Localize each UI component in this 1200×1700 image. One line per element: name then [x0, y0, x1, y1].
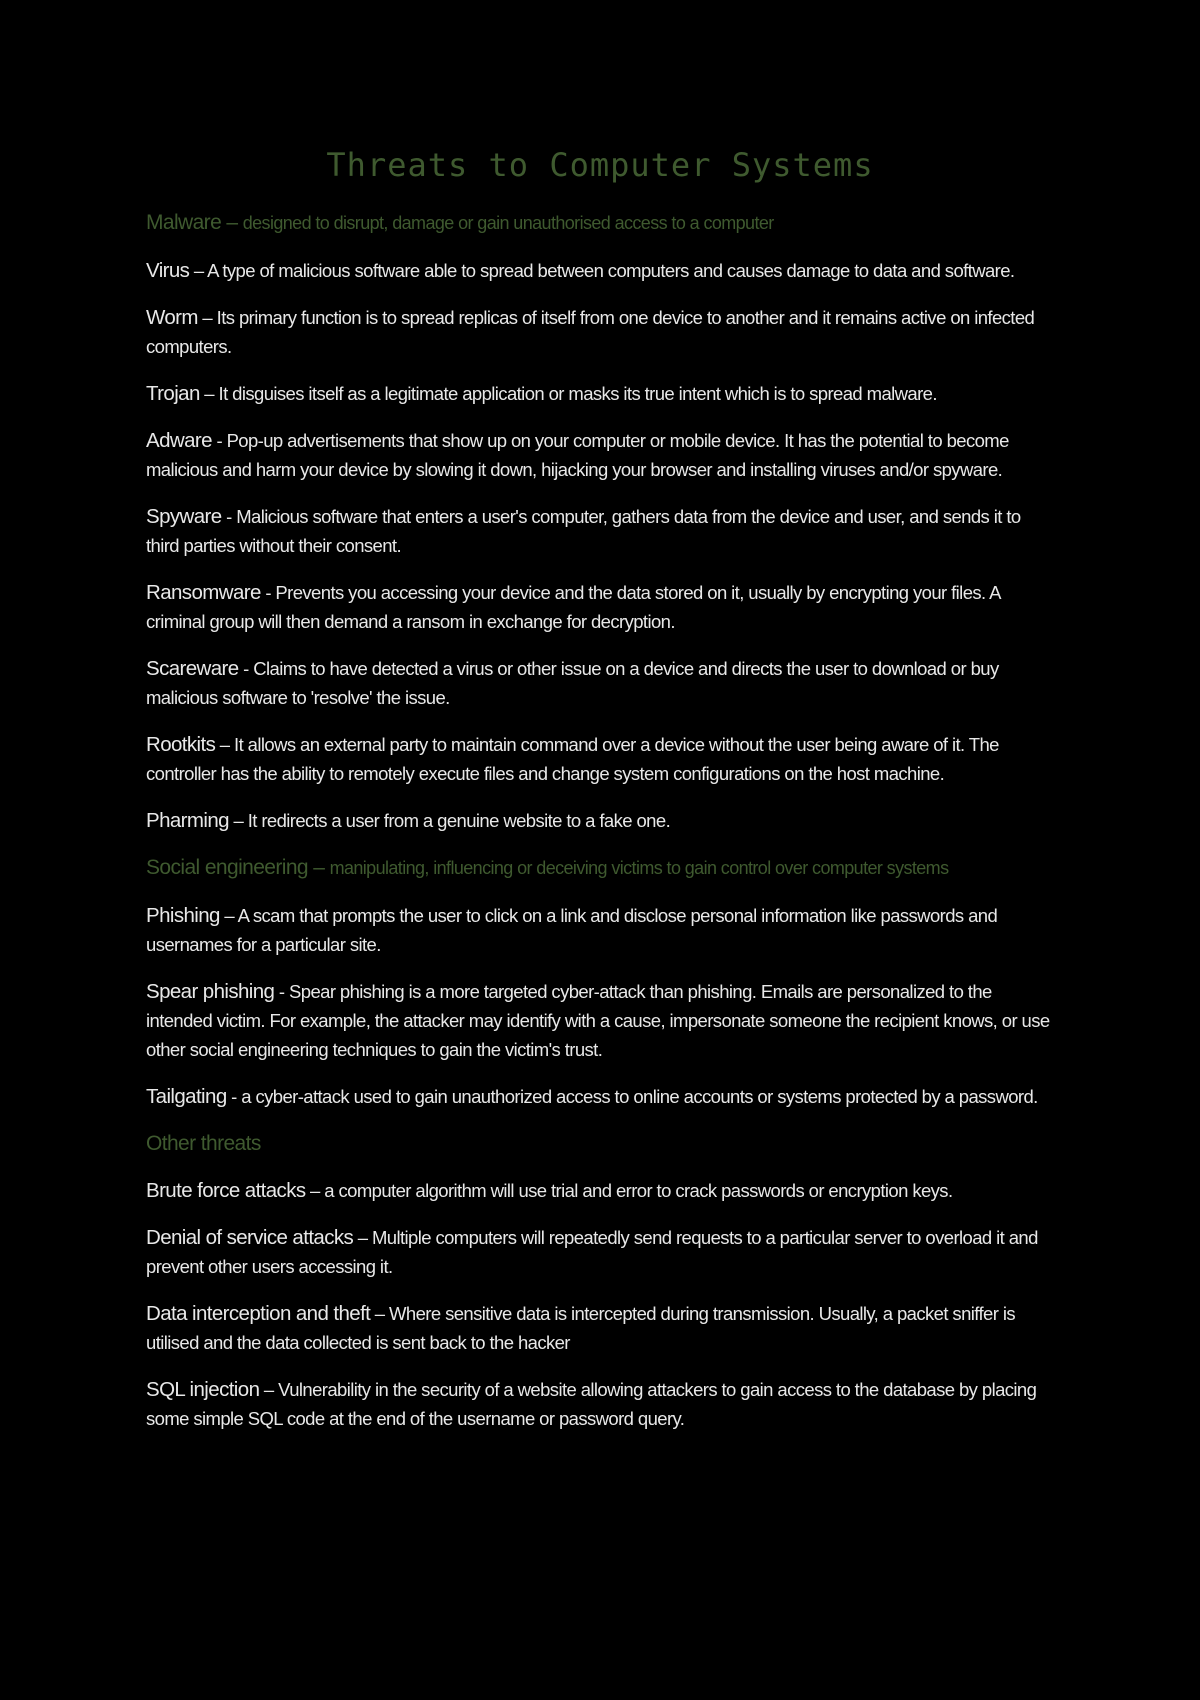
entry-term: Tailgating	[146, 1085, 227, 1108]
entry-term: Trojan	[146, 382, 200, 405]
entry-text: Prevents you accessing your device and the data stored on it, usually by encrypting your files. A criminal group will then demand a ransom in exchange for decryption.	[146, 582, 1000, 632]
section-heading-label: Social engineering	[146, 856, 308, 879]
entry-term: Brute force attacks	[146, 1179, 306, 1202]
entry-term: Adware	[146, 429, 212, 452]
entry-text: Malicious software that enters a user's computer, gathers data from the device and user, and sends it to third parties without their consent.	[146, 506, 1021, 556]
entry-term: Phishing	[146, 904, 220, 927]
entry-brute-force: Brute force attacks – a computer algorithm will use trial and error to crack passwords or encryption keys.	[146, 1179, 953, 1202]
section-heading-subtitle: designed to disrupt, damage or gain unauthorised access to a computer	[242, 213, 774, 233]
entry-text: It disguises itself as a legitimate application or masks its true intent which is to spread malware.	[218, 383, 937, 404]
entry-text: a cyber-attack used to gain unauthorized access to online accounts or systems protected by a password.	[241, 1086, 1038, 1107]
section-heading-label: Malware	[146, 211, 222, 234]
entry-virus: Virus – A type of malicious software able to spread between computers and causes damage to data and software.	[146, 259, 1015, 282]
document-body	[146, 208, 1058, 1451]
entry-term: Virus	[146, 259, 190, 282]
entry-term: Ransomware	[146, 581, 261, 604]
section-heading-subtitle: manipulating, influencing or deceiving victims to gain control over computer systems	[329, 858, 949, 878]
entry-denial-of-service: Denial of service attacks – Multiple computers will repeatedly send requests to a particular server to overload it and prevent other users accessing it.	[146, 1226, 1038, 1277]
entry-text: Claims to have detected a virus or other issue on a device and directs the user to download or buy malicious software to 'resolve' the issue.	[146, 658, 999, 708]
entry-rootkits: Rootkits – It allows an external party to maintain command over a device without the user being aware of it. The controller has the ability to remotely execute files and change system configurations on the host machine.	[146, 733, 999, 784]
entry-text: Vulnerability in the security of a website allowing attackers to gain access to the database by placing some simple SQL code at the end of the username or password query.	[146, 1379, 1037, 1429]
entry-data-interception: Data interception and theft – Where sensitive data is intercepted during transmission. Usually, a packet sniffer is utilised and the data collected is sent back to the hacker	[146, 1302, 1015, 1353]
entry-text: It allows an external party to maintain command over a device without the user being aware of it. The controller has the ability to remotely execute files and change system configurations on the host machine.	[146, 734, 999, 784]
section-heading-other-threats	[146, 1129, 1058, 1158]
entry-spyware: Spyware - Malicious software that enters a user's computer, gathers data from the device and user, and sends it to third parties without their consent.	[146, 505, 1021, 556]
entry-term: SQL injection	[146, 1378, 260, 1401]
entry-term: Pharming	[146, 809, 229, 832]
entry-trojan: Trojan – It disguises itself as a legitimate application or masks its true intent which is to spread malware.	[146, 382, 937, 405]
entry-term: Spear phishing	[146, 980, 275, 1003]
entry-phishing: Phishing – A scam that prompts the user to click on a link and disclose personal information like passwords and usernames for a particular site.	[146, 904, 998, 955]
section-heading-label: Other threats	[146, 1132, 261, 1155]
entry-sql-injection: SQL injection – Vulnerability in the security of a website allowing attackers to gain access to the database by placing some simple SQL code at the end of the username or password query.	[146, 1378, 1037, 1429]
entry-ransomware: Ransomware - Prevents you accessing your device and the data stored on it, usually by encrypting your files. A criminal group will then demand a ransom in exchange for decryption.	[146, 581, 1000, 632]
entry-term: Scareware	[146, 657, 239, 680]
section-heading-malware: Malware – designed to disrupt, damage or gain unauthorised access to a computer	[146, 211, 774, 234]
entry-spear-phishing: Spear phishing - Spear phishing is a more targeted cyber-attack than phishing. Emails are personalized to the intended victim. For example, the attacker may identify with a cause, impersonate someone the recipient knows, or use other social engineering techniques to gain the victim's trust.	[146, 980, 1050, 1060]
entry-text: Spear phishing is a more targeted cyber-attack than phishing. Emails are personalized to the intended victim. For example, the attacker may identify with a cause, impersonate someone the recipient knows, or use other social engineering techniques to gain the victim's trust.	[146, 981, 1050, 1060]
entry-term: Spyware	[146, 505, 222, 528]
entry-text: A scam that prompts the user to click on a link and disclose personal information like passwords and usernames for a particular site.	[146, 905, 998, 955]
entry-worm: Worm – Its primary function is to spread replicas of itself from one device to another and it remains active on infected computers.	[146, 306, 1035, 357]
entry-term: Denial of service attacks	[146, 1226, 354, 1249]
entry-term: Data interception and theft	[146, 1302, 371, 1325]
entry-pharming: Pharming – It redirects a user from a genuine website to a fake one.	[146, 809, 671, 832]
page-title: Threats to Computer Systems	[326, 146, 874, 184]
entry-tailgating: Tailgating - a cyber-attack used to gain unauthorized access to online accounts or systems protected by a password.	[146, 1085, 1038, 1108]
entry-scareware: Scareware - Claims to have detected a virus or other issue on a device and directs the user to download or buy malicious software to 'resolve' the issue.	[146, 657, 999, 708]
entry-term: Worm	[146, 306, 198, 329]
entry-text: a computer algorithm will use trial and error to crack passwords or encryption keys.	[324, 1180, 953, 1201]
entry-text: Multiple computers will repeatedly send requests to a particular server to overload it and prevent other users accessing it.	[146, 1227, 1038, 1277]
entry-text: A type of malicious software able to spread between computers and causes damage to data and software.	[207, 260, 1015, 281]
entry-term: Rootkits	[146, 733, 216, 756]
entry-adware: Adware - Pop-up advertisements that show up on your computer or mobile device. It has the potential to become malicious and harm your device by slowing it down, hijacking your browser and installing viruses and/or spyware.	[146, 429, 1009, 480]
entry-text: Its primary function is to spread replicas of itself from one device to another and it remains active on infected computers.	[146, 307, 1035, 357]
section-heading-social-engineering: Social engineering – manipulating, influencing or deceiving victims to gain control over computer systems	[146, 856, 949, 879]
entry-text: It redirects a user from a genuine website to a fake one.	[247, 810, 671, 831]
entry-text: Where sensitive data is intercepted during transmission. Usually, a packet sniffer is utilised and the data collected is sent back to the hacker	[146, 1303, 1015, 1353]
entry-text: Pop-up advertisements that show up on your computer or mobile device. It has the potential to become malicious and harm your device by slowing it down, hijacking your browser and installing viruses and/or spyware.	[146, 430, 1009, 480]
